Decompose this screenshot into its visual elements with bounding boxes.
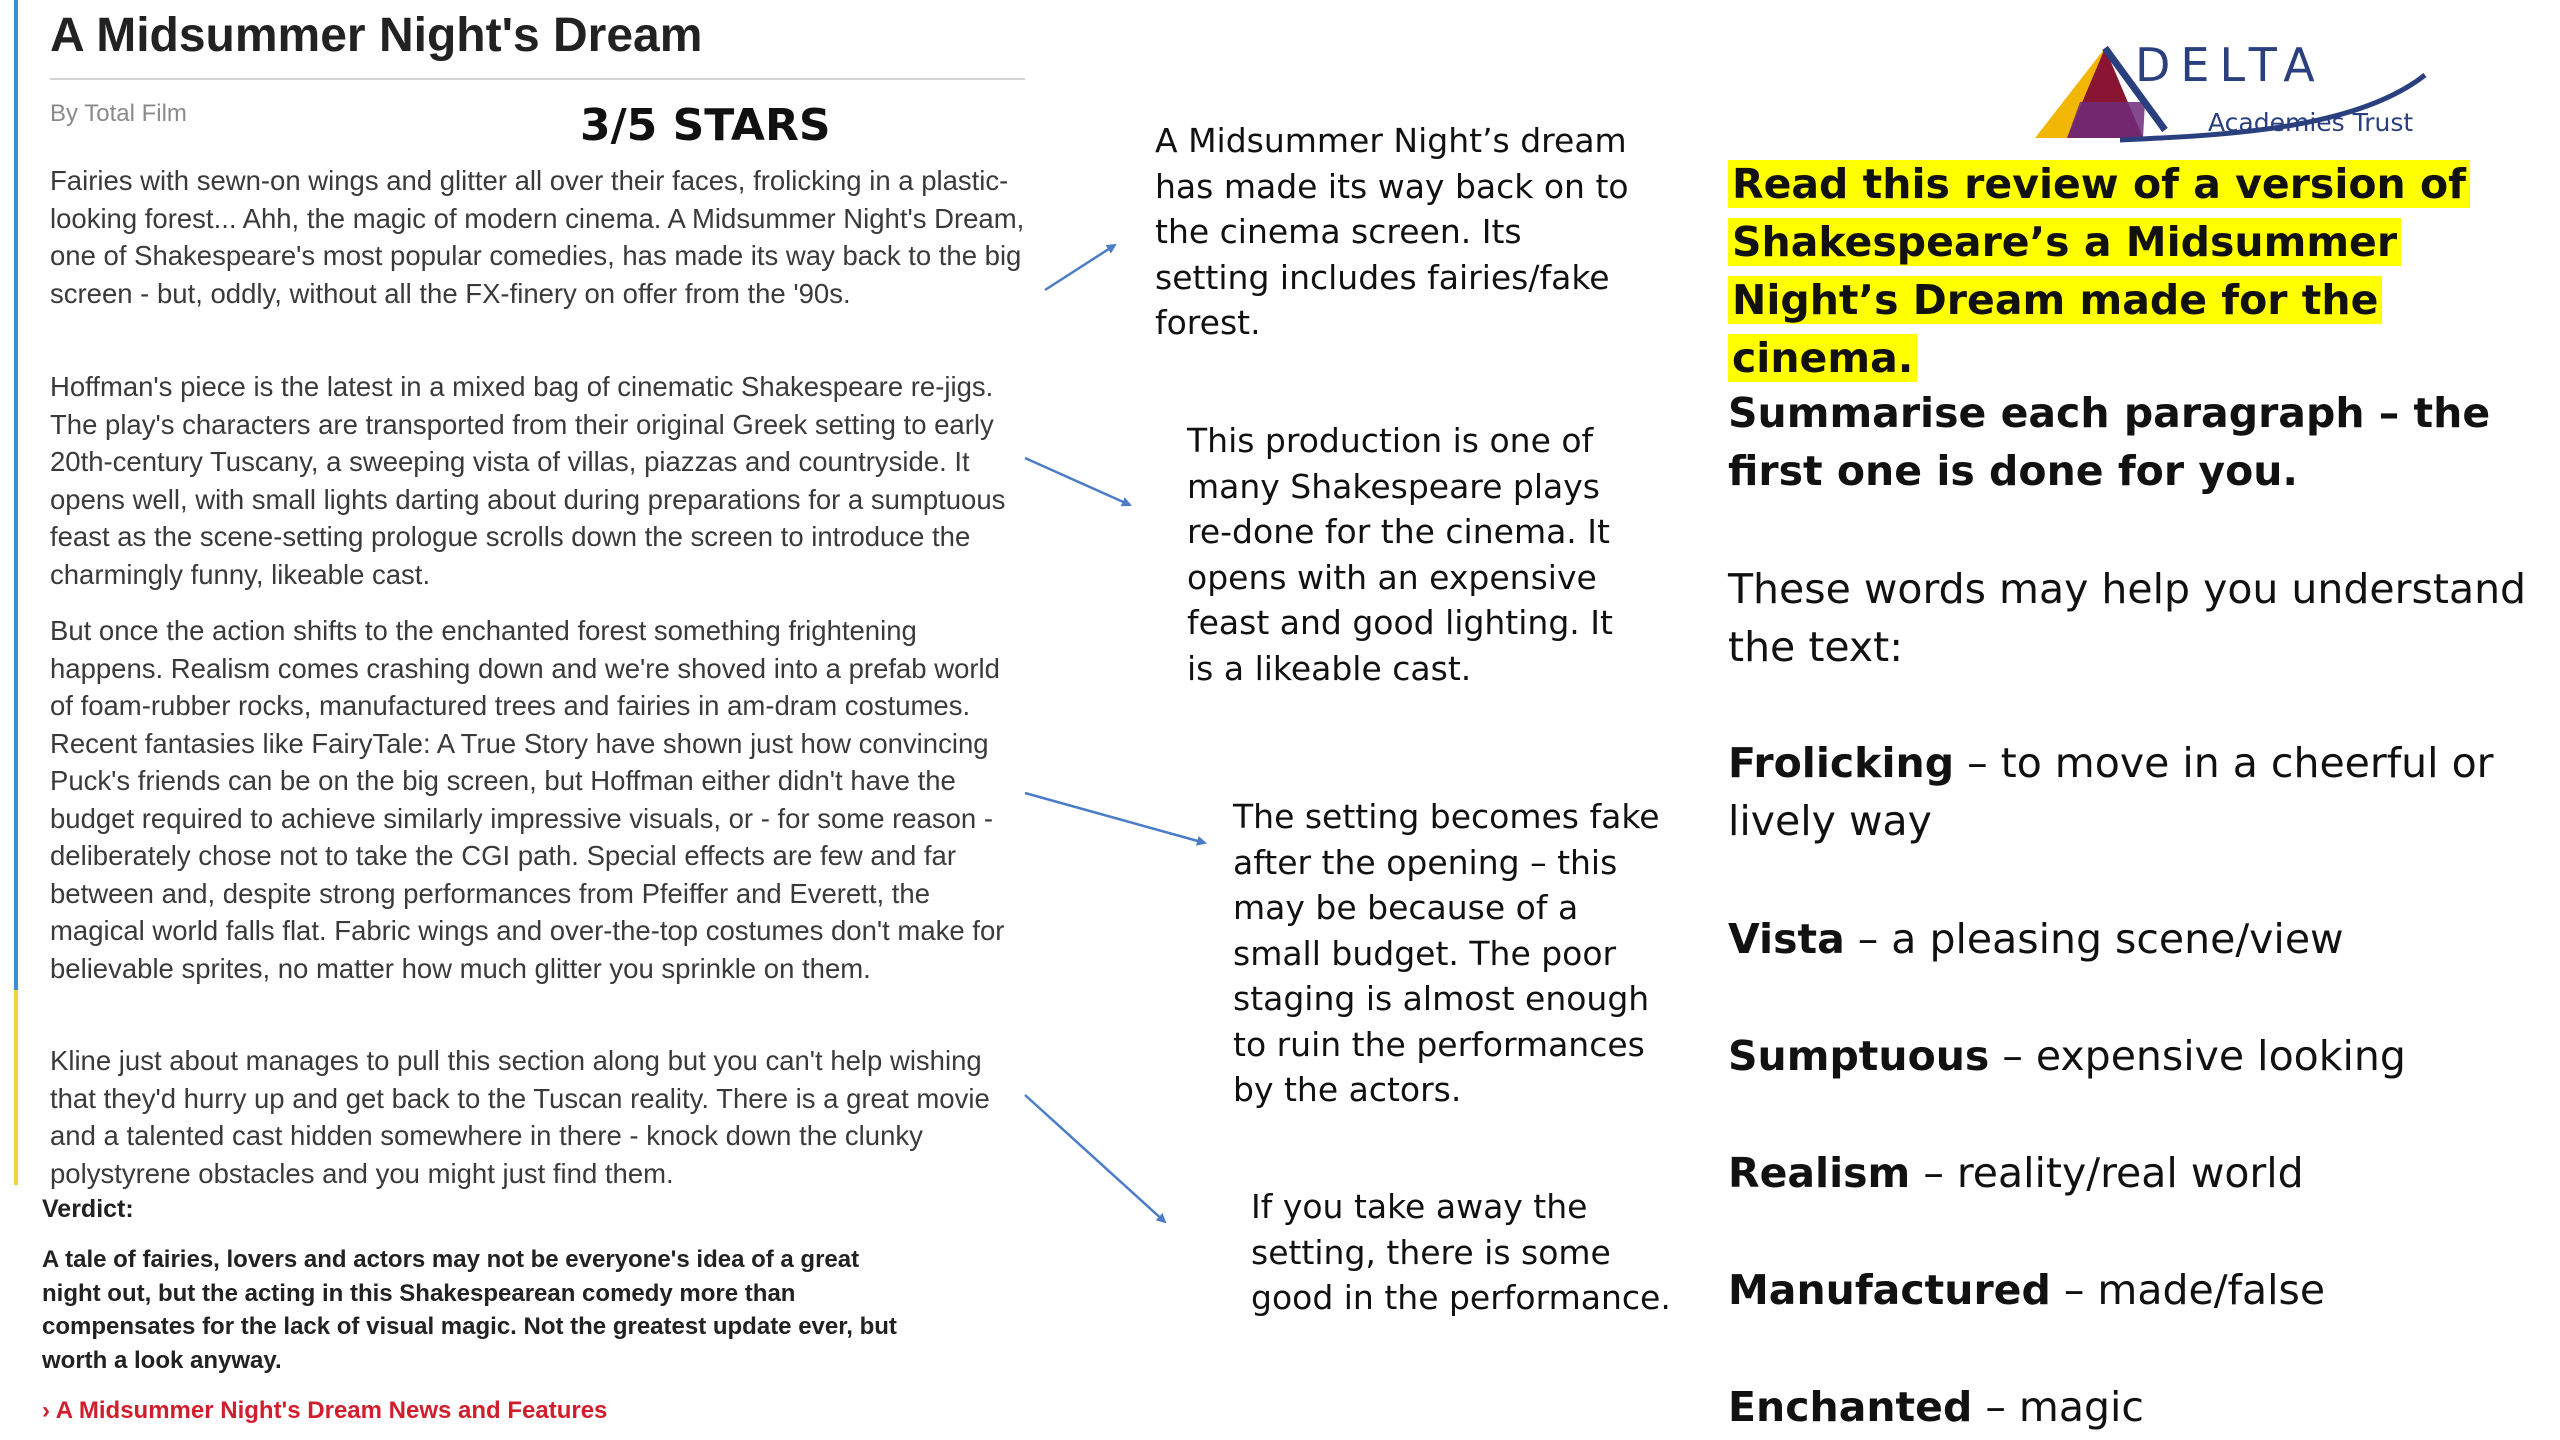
arrow-paragraph-4	[1025, 1095, 1165, 1222]
glossary-term: Realism	[1728, 1149, 1911, 1197]
glossary-item	[1728, 910, 2528, 968]
review-paragraph-1: Fairies with sewn-on wings and glitter all over their faces, frolicking in a plastic-looking forest... Ahh, the magic of modern cinema. A Midsummer Night's Dream, one of Shakespeare's most popular comedies, has made its way back to the big screen - but, oddly, without all the FX-finery on offer from the '90s.	[50, 165, 1025, 309]
glossary-item	[1728, 734, 2528, 850]
glossary-definition: – a pleasing scene/view	[1844, 915, 2344, 963]
glossary-item	[1728, 1378, 2528, 1436]
summary-paragraph-4: If you take away the setting, there is some good in the performance.	[1251, 1187, 1671, 1317]
glossary-term: Manufactured	[1728, 1266, 2051, 1314]
glossary-item	[1728, 1144, 2528, 1202]
task-heading	[1728, 155, 2508, 387]
summary-paragraph-1: A Midsummer Night’s dream has made its way back on to the cinema screen. Its setting includes fairies/fake forest.	[1155, 121, 1629, 342]
review-title: A Midsummer Night's Dream	[50, 9, 703, 62]
review-paragraph-2: Hoffman's piece is the latest in a mixed bag of cinematic Shakespeare re-jigs. The play's characters are transported from their original Greek setting to early 20th-century Tuscany, a sweeping vista of villas, piazzas and countryside. It opens well, with small lights darting about during preparations for a sumptuous feast as the scene-setting prologue scrolls down the screen to introduce the charmingly funny, likeable cast.	[50, 371, 1006, 590]
glossary-definition: – made/false	[2050, 1266, 2326, 1314]
summary-paragraph-3: The setting becomes fake after the opening – this may be because of a small budget. The poor staging is almost enough to ruin the performances by the actors.	[1233, 797, 1660, 1109]
review-byline: By Total Film	[50, 100, 187, 127]
glossary-definition: – magic	[1972, 1383, 2144, 1431]
glossary-term: Frolicking	[1728, 739, 1955, 787]
glossary-item	[1728, 1261, 2528, 1319]
arrow-paragraph-1	[1045, 245, 1115, 290]
glossary-definition: – reality/real world	[1910, 1149, 2304, 1197]
glossary-definition: – to move in a cheerful or lively way	[1728, 739, 2494, 845]
glossary-definition: – expensive looking	[1989, 1032, 2406, 1080]
glossary-term: Vista	[1728, 915, 1845, 963]
verdict-text: A tale of fairies, lovers and actors may not be everyone's idea of a great night out, but the acting in this Shakespearean comedy more than compensates for the lack of visual magic. Not the greatest update ever, but worth a look anyway.	[42, 1246, 897, 1374]
task-instruction: Summarise each paragraph – the first one is done for you.	[1728, 389, 2491, 495]
arrow-paragraph-3	[1025, 793, 1205, 843]
arrow-paragraph-2	[1025, 458, 1130, 505]
glossary-term: Sumptuous	[1728, 1032, 1990, 1080]
logo-subtitle: Academies Trust	[2208, 108, 2414, 137]
review-paragraph-3: But once the action shifts to the enchanted forest something frightening happens. Realism comes crashing down and we're shoved into a prefab world of foam-rubber rocks, manufactured trees and fairies in am-dram costumes. Recent fantasies like FairyTale: A True Story have shown just how convincing Puck's friends can be on the big screen, but Hoffman either didn't have the budget required to achieve similarly impressive visuals, or - for some reason - deliberately chose not to take the CGI path. Special effects are few and far between and, despite strong performances from Pfeiffer and Everett, the magical world falls flat. Fabric wings and over-the-top costumes don't make for believable sprites, no matter how much glitter you sprinkle on them.	[50, 615, 1005, 984]
glossary-item	[1728, 1027, 2528, 1085]
glossary-term: Enchanted	[1728, 1383, 1973, 1431]
star-rating: 3/5 STARS	[580, 100, 831, 151]
news-features-link[interactable]: › A Midsummer Night's Dream News and Features	[42, 1397, 608, 1424]
task-heading-text: Read this review of a version of Shakespeare’s a Midsummer Night’s Dream made for the cinema.	[1728, 160, 2470, 382]
review-paragraph-4: Kline just about manages to pull this section along but you can't help wishing that they'd hurry up and get back to the Tuscan reality. There is a great movie and a talented cast hidden somewhere in there - knock down the clunky polystyrene obstacles and you might just find them.	[50, 1045, 990, 1189]
logo-wordmark: DELTA	[2135, 38, 2325, 92]
summary-paragraph-2: This production is one of many Shakespeare plays re-done for the cinema. It opens with an expensive feast and good lighting. It is a likeable cast.	[1187, 421, 1613, 688]
verdict-label: Verdict:	[42, 1195, 134, 1223]
help-text: These words may help you understand the text:	[1728, 565, 2527, 671]
